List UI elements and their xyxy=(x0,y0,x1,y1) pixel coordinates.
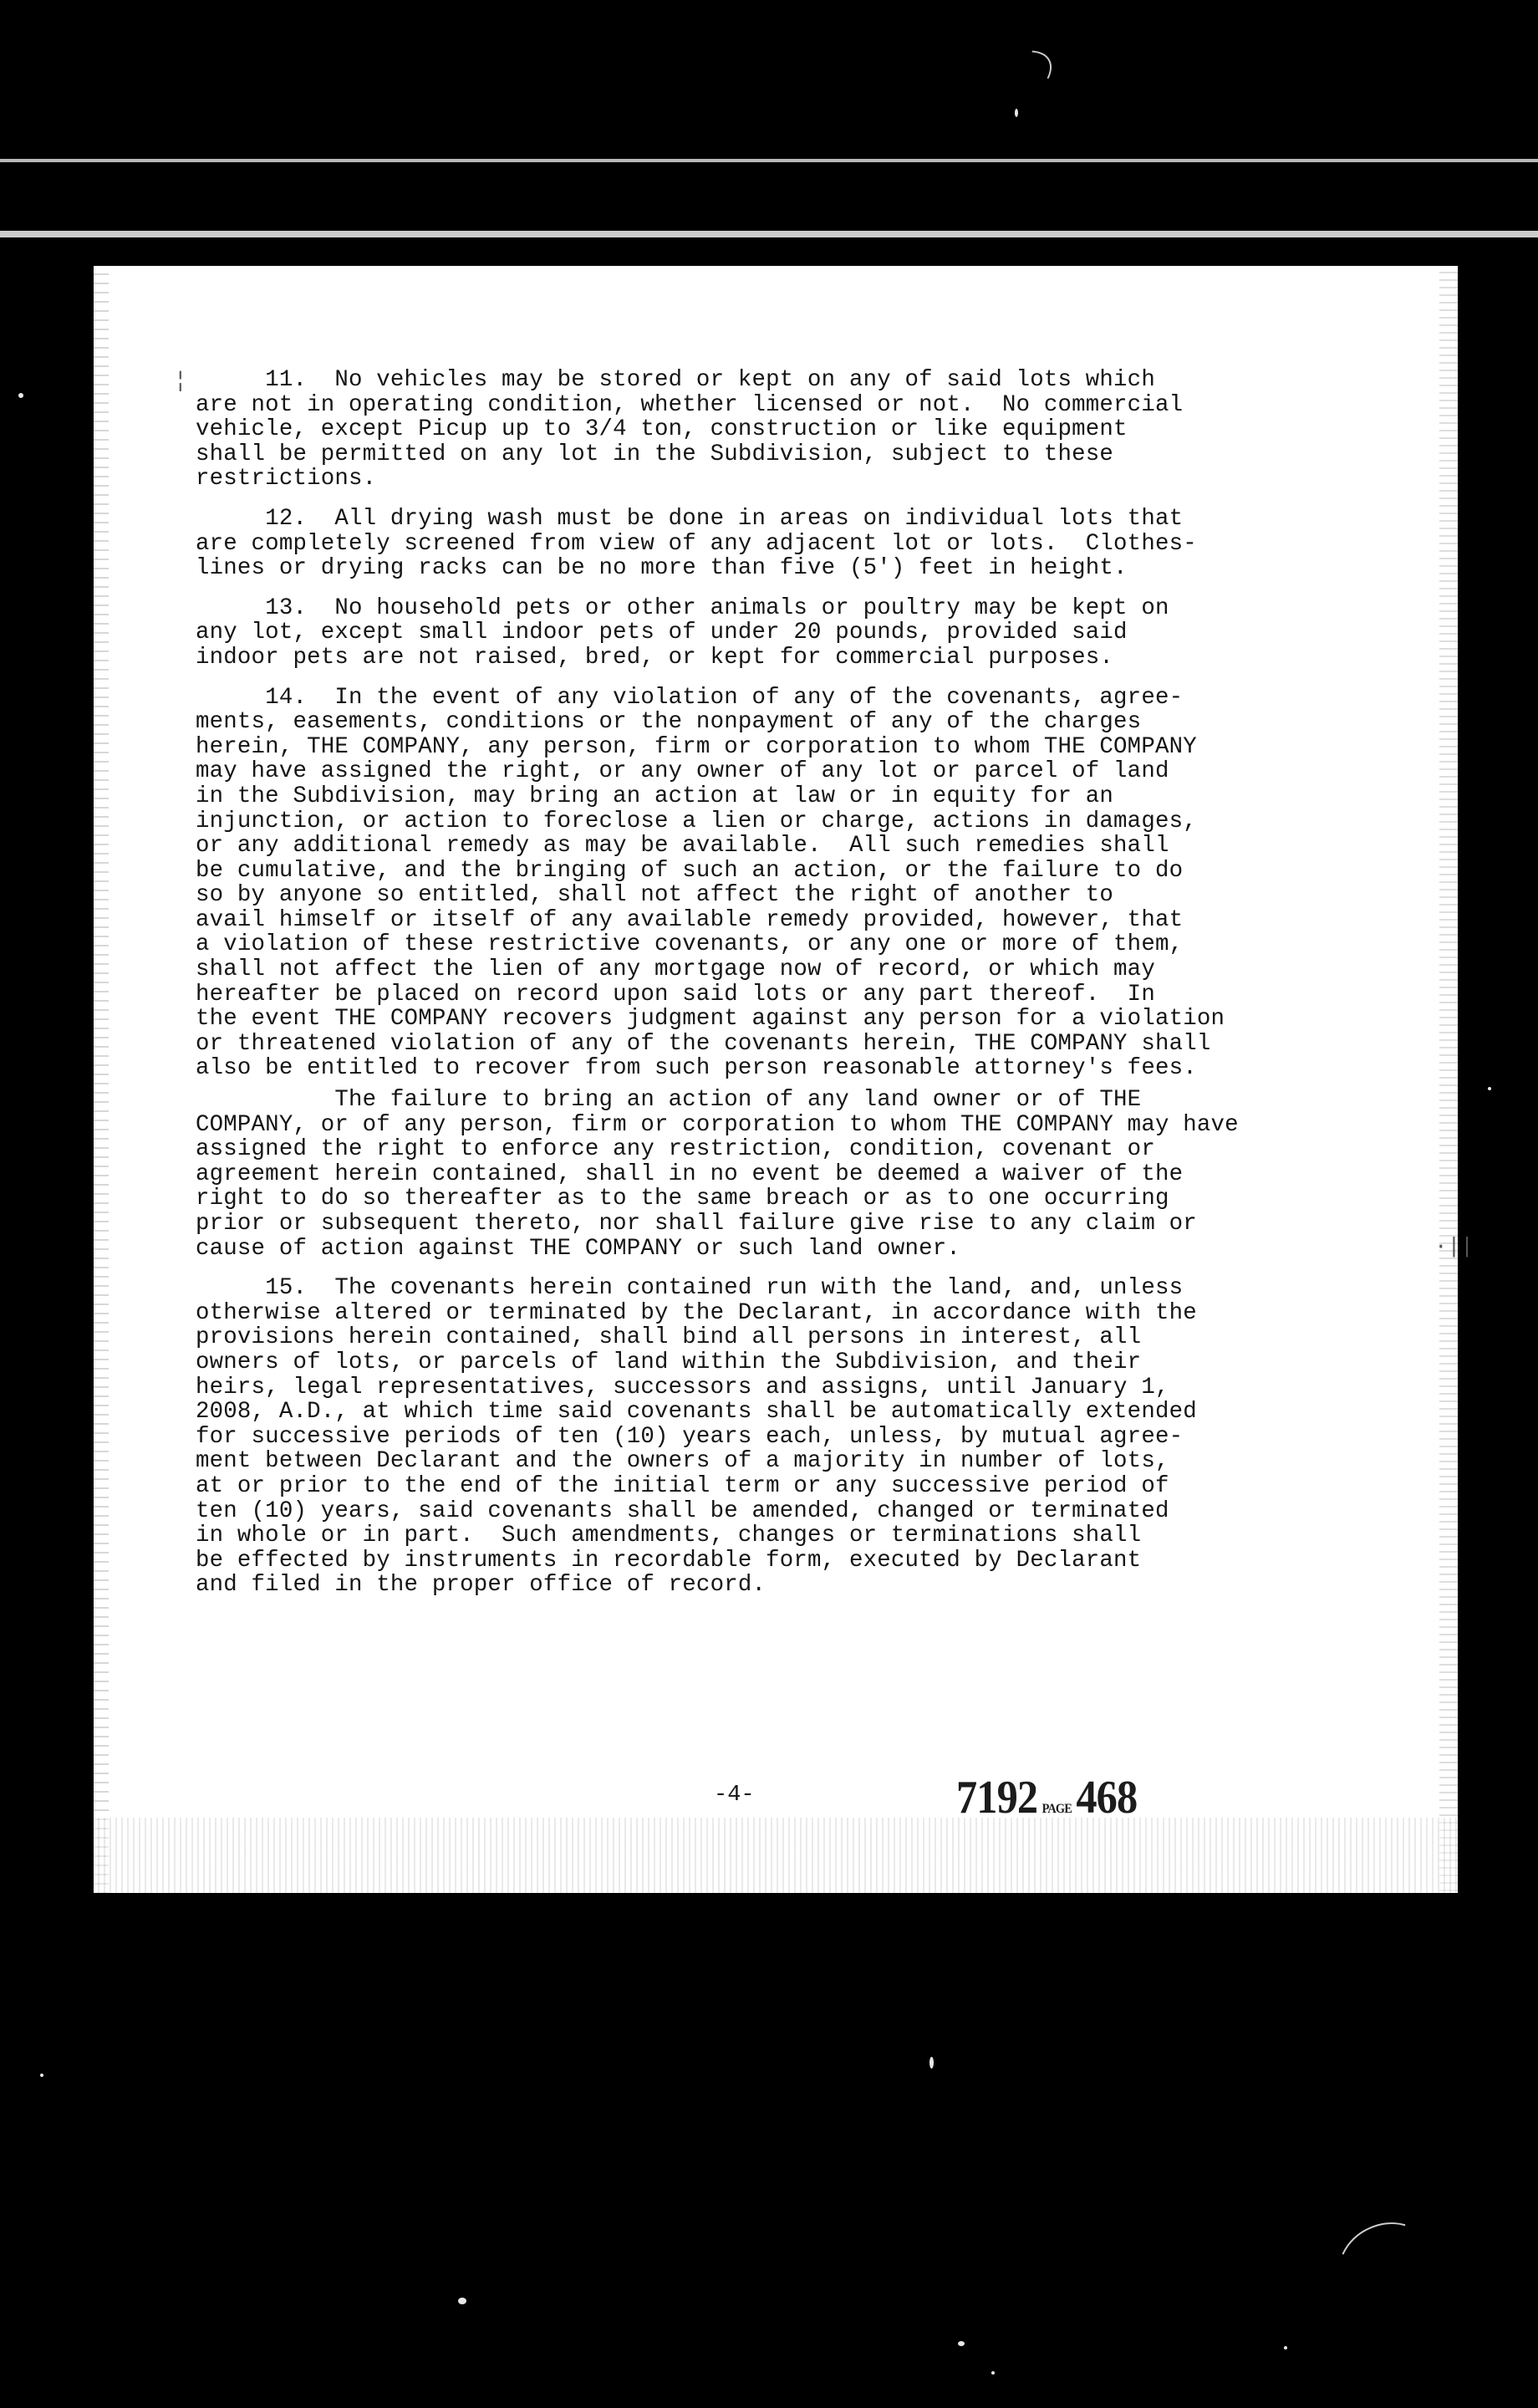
text-line: indoor pets are not raised, bred, or kept for commercial purposes. xyxy=(196,644,1114,671)
scan-border-stripe xyxy=(0,231,1538,237)
document-page xyxy=(94,266,1474,1893)
text-line: 12. All drying wash must be done in areas on individual lots that xyxy=(196,505,1184,532)
text-line: in the Subdivision, may bring an action at law or in equity for an xyxy=(196,783,1114,809)
text-line: 11. No vehicles may be stored or kept on any of said lots which xyxy=(196,367,1155,393)
scan-speck xyxy=(991,2371,995,2375)
scan-speck xyxy=(458,2298,466,2304)
text-line: COMPANY, or of any person, firm or corporation to whom THE COMPANY may have xyxy=(196,1111,1239,1138)
scan-border-stripe-top xyxy=(0,159,1538,162)
text-line: are not in operating condition, whether licensed or not. No commercial xyxy=(196,391,1184,418)
text-line: 14. In the event of any violation of any of the covenants, agree- xyxy=(196,684,1184,711)
text-line: owners of lots, or parcels of land within the Subdivision, and their xyxy=(196,1349,1142,1375)
text-line: right to do so thereafter as to the same breach or as to one occurring xyxy=(196,1186,1169,1212)
scan-speck xyxy=(929,2057,934,2069)
text-line: be cumulative, and the bringing of such an action, or the failure to do xyxy=(196,857,1184,884)
page-edge-left xyxy=(94,266,109,1893)
text-line: the event THE COMPANY recovers judgment against any person for a violation xyxy=(196,1006,1225,1033)
text-line: ments, easements, conditions or the nonpayment of any of the charges xyxy=(196,709,1142,736)
text-line: vehicle, except Picup up to 3/4 ton, construction or like equipment xyxy=(196,416,1128,443)
scan-speck xyxy=(958,2341,965,2346)
margin-mark: ¦ xyxy=(174,368,187,393)
text-line: in whole or in part. Such amendments, changes or terminations shall xyxy=(196,1523,1142,1549)
text-line: avail himself or itself of any available remedy provided, however, that xyxy=(196,906,1184,933)
scan-scratch xyxy=(946,36,1062,134)
book-page-label: PAGE xyxy=(1041,1802,1072,1816)
text-line: any lot, except small indoor pets of under 20 pounds, provided said xyxy=(196,620,1128,646)
text-line: provisions herein contained, shall bind all persons in interest, all xyxy=(196,1324,1142,1351)
text-line: 13. No household pets or other animals or poultry may be kept on xyxy=(196,594,1169,621)
text-line: heirs, legal representatives, successors and assigns, until January 1, xyxy=(196,1374,1169,1400)
text-line: or threatened violation of any of the covenants herein, THE COMPANY shall xyxy=(196,1030,1211,1057)
text-line: restrictions. xyxy=(196,466,377,492)
text-line: also be entitled to recover from such person reasonable attorney's fees. xyxy=(196,1055,1197,1082)
text-line: shall be permitted on any lot in the Subdivision, subject to these xyxy=(196,441,1114,467)
text-line: for successive periods of ten (10) years each, unless, by mutual agree- xyxy=(196,1423,1184,1450)
margin-mark: ·|| xyxy=(1434,1234,1474,1259)
text-line: so by anyone so entitled, shall not affect the right of another to xyxy=(196,882,1114,909)
text-line: a violation of these restrictive covenants, or any one or more of them, xyxy=(196,931,1184,958)
paragraph-15 xyxy=(196,1276,1500,1598)
text-line: herein, THE COMPANY, any person, firm or corporation to whom THE COMPANY xyxy=(196,733,1197,760)
text-line: and filed in the proper office of record. xyxy=(196,1572,766,1599)
scan-speck xyxy=(18,393,23,398)
text-line: injunction, or action to foreclose a lien or charge, actions in damages, xyxy=(196,808,1197,834)
text-line: The failure to bring an action of any land owner or of THE xyxy=(196,1087,1142,1114)
text-line: 2008, A.D., at which time said covenants shall be automatically extended xyxy=(196,1399,1197,1426)
paragraph-14 xyxy=(196,686,1500,1082)
text-line: shall not affect the lien of any mortgage now of record, or which may xyxy=(196,957,1155,983)
text-line: at or prior to the end of the initial term or any successive period of xyxy=(196,1472,1169,1499)
text-line: assigned the right to enforce any restriction, condition, covenant or xyxy=(196,1136,1155,1163)
text-line: otherwise altered or terminated by the Declarant, in accordance with the xyxy=(196,1299,1197,1326)
book-page-number: 468 xyxy=(1076,1772,1138,1824)
page-edge-bottom xyxy=(94,1818,1458,1893)
paragraph-12 xyxy=(196,507,1500,581)
text-line: ten (10) years, said covenants shall be amended, changed or terminated xyxy=(196,1497,1169,1524)
scan-scratch xyxy=(1325,2207,1444,2319)
text-line: agreement herein contained, shall in no event be deemed a waiver of the xyxy=(196,1161,1184,1187)
scan-speck xyxy=(1284,2346,1287,2349)
scan-speck xyxy=(40,2074,43,2077)
text-line: be effected by instruments in recordable form, executed by Declarant xyxy=(196,1547,1142,1574)
page-number: -4- xyxy=(714,1783,755,1808)
text-line: ment between Declarant and the owners of a majority in number of lots, xyxy=(196,1448,1169,1475)
document-body xyxy=(196,368,1500,1613)
paragraph-14-continued xyxy=(196,1088,1500,1261)
paragraph-11 xyxy=(196,368,1500,492)
text-line: 15. The covenants herein contained run with the land, and, unless xyxy=(196,1275,1184,1302)
text-line: may have assigned the right, or any owner of any lot or parcel of land xyxy=(196,758,1169,785)
text-line: hereafter be placed on record upon said lots or any part thereof. In xyxy=(196,981,1155,1008)
text-line: lines or drying racks can be no more than five (5') feet in height. xyxy=(196,555,1128,582)
text-line: are completely screened from view of any adjacent lot or lots. Clothes- xyxy=(196,530,1197,557)
text-line: cause of action against THE COMPANY or such land owner. xyxy=(196,1235,961,1262)
book-number: 7192 xyxy=(956,1772,1038,1824)
paragraph-13 xyxy=(196,596,1500,671)
text-line: or any additional remedy as may be available. All such remedies shall xyxy=(196,833,1169,860)
book-page-stamp xyxy=(956,1771,1137,1824)
text-line: prior or subsequent thereto, nor shall failure give rise to any claim or xyxy=(196,1211,1197,1237)
